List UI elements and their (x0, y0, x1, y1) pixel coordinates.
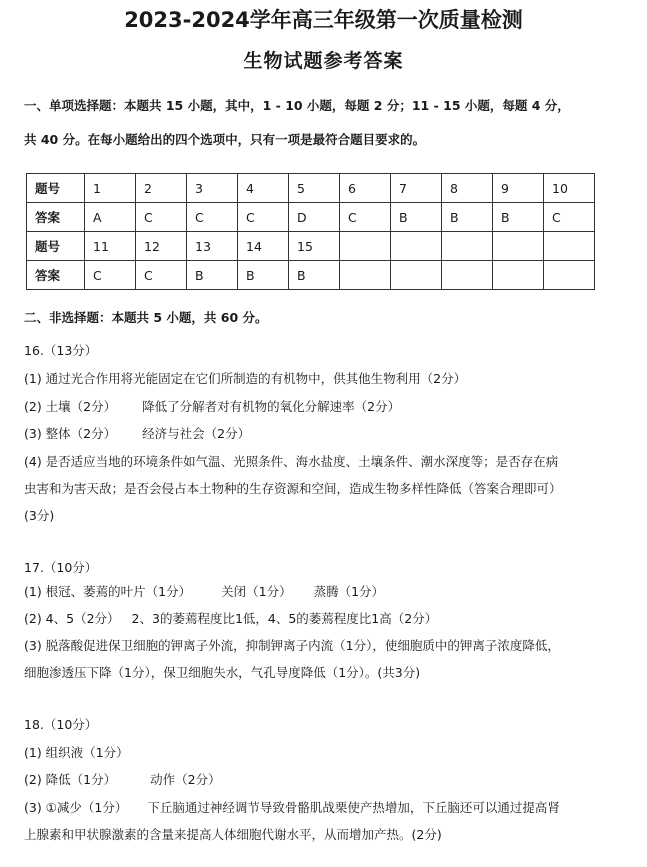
q16-part2-answer-b: 降低了分解者对有机物的氧化分解速率（2分） (142, 399, 401, 414)
question-number-cell: 9 (493, 174, 544, 203)
q17-part3-line2: 细胞渗透压下降（1分），保卫细胞失水，气孔导度降低（1分）。(共3分) (24, 665, 421, 680)
q18-part2-answer-b: 动作（2分） (150, 772, 221, 787)
q18-part1: (1) 组织液（1分） (24, 745, 129, 760)
answer-cell: C (238, 203, 289, 232)
answer-cell: B (442, 203, 493, 232)
question-number-cell: 13 (187, 232, 238, 261)
q18-part3-answer-a: (3) ①减少（1分） (24, 800, 128, 815)
answer-cell: C (136, 203, 187, 232)
table-row (27, 203, 595, 232)
empty-cell (340, 261, 391, 290)
q16-part3 (24, 425, 250, 443)
empty-cell (391, 261, 442, 290)
page-subtitle: 生物试题参考答案 (243, 50, 404, 72)
question-number-cell: 10 (544, 174, 595, 203)
q16-header: 16.（13分） (24, 343, 98, 358)
empty-cell (544, 261, 595, 290)
section1-instructions-line1: 一、单项选择题：本题共 15 小题，其中，1 - 10 小题，每题 2 分；11 - 15 小题，每题 4 分， (24, 98, 570, 113)
q18-part2-answer-a: (2) 降低（1分） (24, 772, 117, 787)
question-number-cell: 8 (442, 174, 493, 203)
answer-cell: A (85, 203, 136, 232)
empty-cell (493, 232, 544, 261)
empty-cell (442, 232, 493, 261)
answer-label-cell: 答案 (27, 203, 85, 232)
answer-label-cell: 答案 (27, 261, 85, 290)
page-title: 2023-2024学年高三年级第一次质量检测 (124, 8, 523, 32)
q17-part2 (24, 610, 437, 628)
question-number-cell: 11 (85, 232, 136, 261)
question-number-cell: 6 (340, 174, 391, 203)
answer-cell: C (136, 261, 187, 290)
question-number-cell: 5 (289, 174, 340, 203)
q16-part2 (24, 398, 400, 416)
empty-cell (493, 261, 544, 290)
answer-cell: B (187, 261, 238, 290)
section2-heading: 二、非选择题：本题共 5 小题，共 60 分。 (24, 310, 268, 325)
q16-part4-line1: (4) 是否适应当地的环境条件如气温、光照条件、海水盐度、土壤条件、潮水深度等；是否存在病 (24, 454, 559, 469)
q16-part3-answer-b: 经济与社会（2分） (142, 426, 251, 441)
question-number-cell: 14 (238, 232, 289, 261)
q16-part1: (1) 通过光合作用将光能固定在它们所制造的有机物中，供其他生物利用（2分） (24, 371, 467, 386)
q17-part1-answer-a: (1) 根冠、萎蔫的叶片（1分） (24, 584, 192, 599)
q18-part3-answer-b: 下丘脑通过神经调节导致骨骼肌战栗使产热增加，下丘脑还可以通过提高肾 (147, 800, 560, 815)
empty-cell (544, 232, 595, 261)
q16-part3-answer-a: (3) 整体（2分） (24, 426, 117, 441)
question-label-cell: 题号 (27, 174, 85, 203)
question-number-cell: 3 (187, 174, 238, 203)
q17-part3-line1: (3) 脱落酸促进保卫细胞的钾离子外流，抑制钾离子内流（1分），使细胞质中的钾离子浓度降低， (24, 638, 560, 653)
table-row (27, 261, 595, 290)
q18-part3-line2: 上腺素和甲状腺激素的含量来提高人体细胞代谢水平，从而增加产热。(2分) (24, 827, 442, 842)
question-number-cell: 7 (391, 174, 442, 203)
answer-cell: C (187, 203, 238, 232)
q16-part4-line2: 虫害和为害天敌；是否会侵占本土物种的生存资源和空间，造成生物多样性降低（答案合理即可） (24, 481, 562, 496)
q16-part2-answer-a: (2) 土壤（2分） (24, 399, 117, 414)
table-row (27, 174, 595, 203)
answer-cell: B (493, 203, 544, 232)
answer-cell: B (391, 203, 442, 232)
q16-part4-line3: (3分) (24, 508, 55, 523)
answer-table (26, 173, 595, 290)
q17-part1-answer-b: 关闭（1分） (221, 584, 292, 599)
table-row (27, 232, 595, 261)
question-number-cell: 12 (136, 232, 187, 261)
section1-instructions-line2: 共 40 分。在每小题给出的四个选项中，只有一项是最符合题目要求的。 (24, 132, 426, 147)
q17-part2-answer-b: 2、3的萎蔫程度比1低，4、5的萎蔫程度比1高（2分） (131, 611, 438, 626)
question-number-cell: 1 (85, 174, 136, 203)
answer-cell: C (85, 261, 136, 290)
answer-cell: D (289, 203, 340, 232)
empty-cell (442, 261, 493, 290)
q18-part2 (24, 771, 221, 789)
q18-part3-line1 (24, 799, 560, 817)
question-label-cell: 题号 (27, 232, 85, 261)
q17-part2-answer-a: (2) 4、5（2分） (24, 611, 120, 626)
answer-cell: B (238, 261, 289, 290)
question-number-cell: 4 (238, 174, 289, 203)
q17-header: 17.（10分） (24, 560, 98, 575)
answer-cell: C (340, 203, 391, 232)
empty-cell (340, 232, 391, 261)
answer-cell: B (289, 261, 340, 290)
q17-part1 (24, 583, 384, 601)
question-number-cell: 15 (289, 232, 340, 261)
question-number-cell: 2 (136, 174, 187, 203)
q18-header: 18.（10分） (24, 717, 98, 732)
empty-cell (391, 232, 442, 261)
answer-cell: C (544, 203, 595, 232)
q17-part1-answer-c: 蒸腾（1分） (313, 584, 385, 599)
